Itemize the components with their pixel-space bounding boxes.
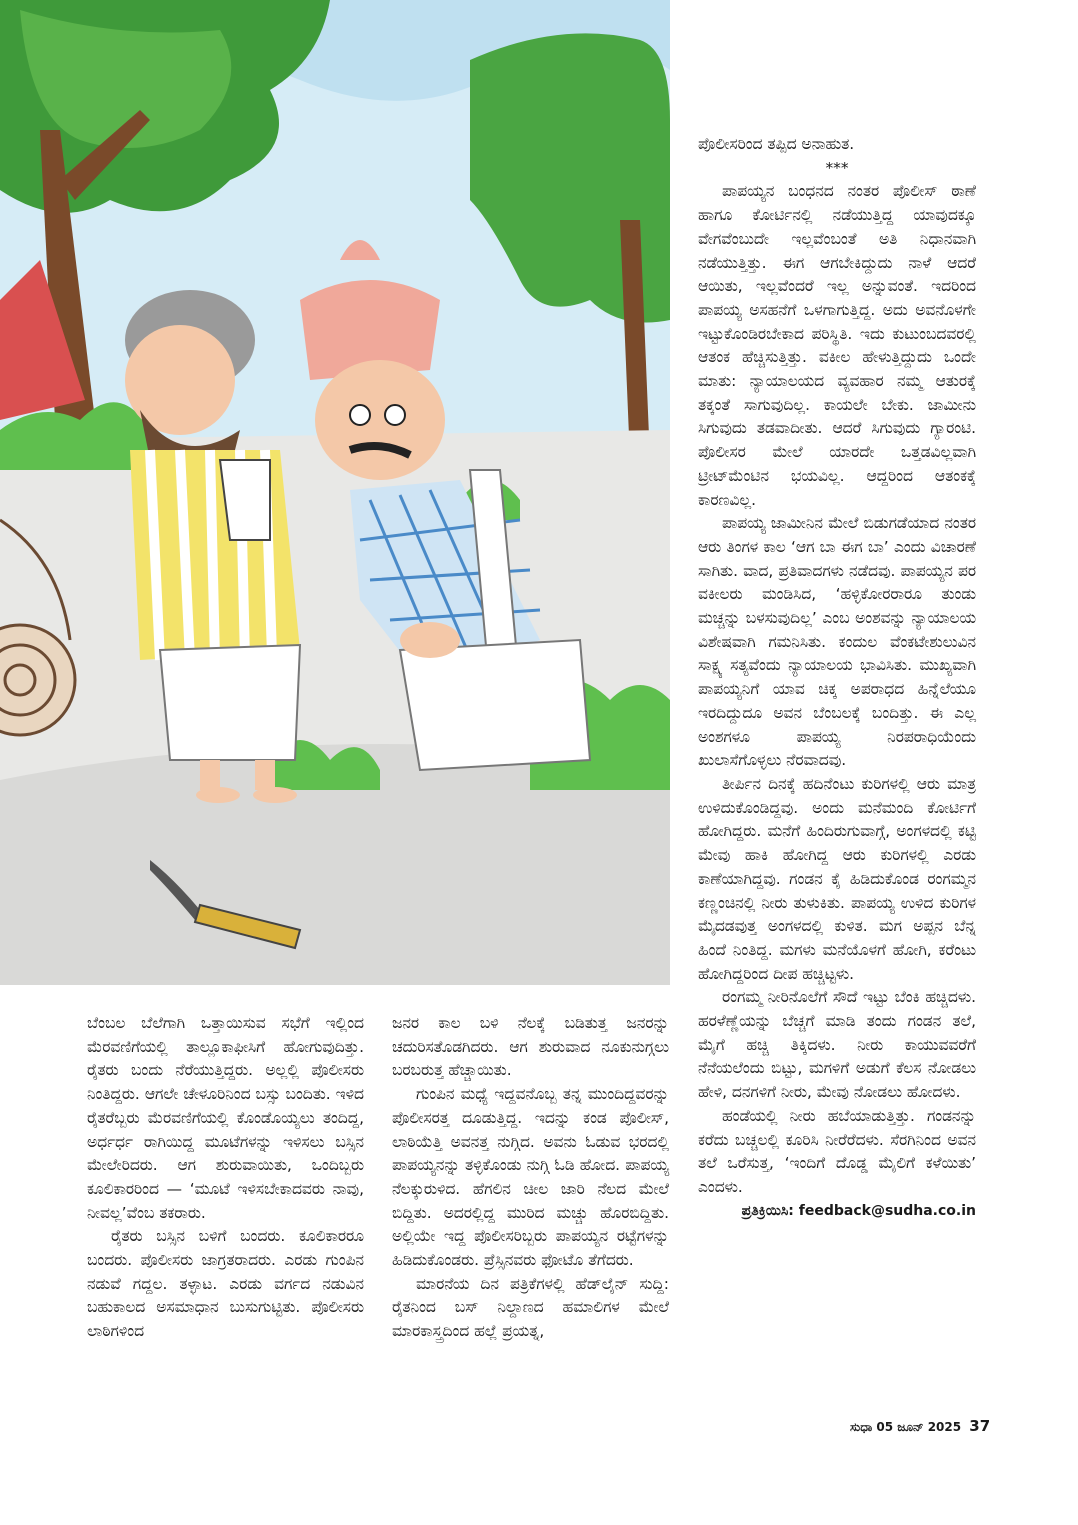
- magazine-name: ಸುಧಾ: [850, 1420, 873, 1434]
- paragraph: ಬೆಂಬಲ ಬೆಲೆಗಾಗಿ ಒತ್ತಾಯಿಸುವ ಸಭೆಗೆ ಇಲ್ಲಿಂದ ಮೆರವಣಿಗೆಯಲ್ಲಿ ತಾಲ್ಲೂಕಾಫೀಸಿಗೆ ಹೋಗುವುದಿತ್ತು. ರೈತರು ಬಂದು ನೆರೆಯುತ್ತಿದ್ದರು. ಅಲ್ಲಲ್ಲಿ ಪೊಲೀಸರು ನಿಂತಿದ್ದರು. ಆಗಲೇ ಚೇಳೂರಿನಿಂದ ಬಸ್ಸು ಬಂದಿತು. ಇಳಿದ ರೈತರೆಬ್ಬರು ಮೆರವಣಿಗೆಯಲ್ಲಿ ಕೊಂಡೊಯ್ಯಲು ತಂದಿದ್ದ, ಅರ್ಧರ್ಧ ರಾಗಿಯಿದ್ದ ಮೂಟೆಗಳನ್ನು ಇಳಿಸಲು ಬಸ್ಸಿನ ಮೇಲೇರಿದರು. ಆಗ ಶುರುವಾಯಿತು, ಒಂದಿಬ್ಬರು ಕೂಲಿಕಾರರಿಂದ — ‘ಮೂಟೆ ಇಳಿಸಬೇಕಾದವರು ನಾವು, ನೀವಲ್ಲ’ವೆಂಬ ತಕರಾರು.: [87, 1014, 364, 1222]
- paragraph: ಹಂಡೆಯಲ್ಲಿ ನೀರು ಹಬೆಯಾಡುತ್ತಿತ್ತು. ಗಂಡನನ್ನು ಕರೆದು ಬಚ್ಚಲಲ್ಲಿ ಕೂರಿಸಿ ನೀರೆರೆದಳು. ಸೆರಗಿನಿಂದ ಅವನ ತಲೆ ಒರೆಸುತ್ತ, ‘ಇಂದಿಗೆ ದೊಡ್ಡ ಮೈಲಿಗೆ ಕಳೆಯಿತು’ ಎಂದಳು.: [698, 1106, 976, 1196]
- page-footer: [850, 1417, 991, 1435]
- paragraph: ಮಾರನೆಯ ದಿನ ಪತ್ರಿಕೆಗಳಲ್ಲಿ ಹೆಡ್‌ಲೈನ್ ಸುದ್ದಿ: ರೈತನಿಂದ ಬಸ್ ನಿಲ್ದಾಣದ ಹಮಾಲಿಗಳ ಮೇಲೆ ಮಾರಕಾಸ್ತ್ರದಿಂದ ಹಲ್ಲೆ ಪ್ರಯತ್ನ,: [392, 1274, 669, 1341]
- article-column-bottom-left: [87, 1012, 364, 1344]
- section-separator: ***: [825, 158, 849, 177]
- paragraph: ಪಾಪಯ್ಯನ ಬಂಧನದ ನಂತರ ಪೊಲೀಸ್ ಠಾಣೆ ಹಾಗೂ ಕೋರ್ಟಿನಲ್ಲಿ ನಡೆಯುತ್ತಿದ್ದ ಯಾವುದಕ್ಕೂ ವೇಗವೆಂಬುದೇ ಇಲ್ಲವೆಂಬಂತೆ ಅತಿ ನಿಧಾನವಾಗಿ ನಡೆಯುತ್ತಿತ್ತು. ಈಗ ಆಗಬೇಕಿದ್ದುದು ನಾಳೆ ಆದರೆ ಆಯಿತು, ಇಲ್ಲವೆಂದರೆ ಇಲ್ಲ ಅನ್ನುವಂತೆ. ಇದರಿಂದ ಪಾಪಯ್ಯ ಅಸಹನೆಗೆ ಒಳಗಾಗುತ್ತಿದ್ದ. ಅದು ಅವನೊಳಗೇ ಇಟ್ಟುಕೊಂಡಿರಬೇಕಾದ ಪರಿಸ್ಥಿತಿ. ಇದು ಕುಟುಂಬದವರಲ್ಲಿ ಆತಂಕ ಹೆಚ್ಚಿಸುತ್ತಿತ್ತು. ವಕೀಲ ಹೇಳುತ್ತಿದ್ದುದು ಒಂದೇ ಮಾತು: ನ್ಯಾಯಾಲಯದ ವ್ಯವಹಾರ ನಮ್ಮ ಆತುರಕ್ಕೆ ತಕ್ಕಂತೆ ಸಾಗುವುದಿಲ್ಲ. ಕಾಯಲೇ ಬೇಕು. ಜಾಮೀನು ಸಿಗುವುದು ತಡವಾದೀತು. ಆದರೆ ಸಿಗುವುದು ಗ್ಯಾರಂಟಿ. ಪೊಲೀಸರ ಮೇಲೆ ಯಾರದೇ ಒತ್ತಡವಿಲ್ಲವಾಗಿ ಟ್ರೀಟ್‌ಮೆಂಟಿನ ಭಯವಿಲ್ಲ. ಆದ್ದರಿಂದ ಆತಂಕಕ್ಕೆ ಕಾರಣವಿಲ್ಲ.: [698, 182, 976, 509]
- paragraph: ತೀರ್ಪಿನ ದಿನಕ್ಕೆ ಹದಿನೆಂಟು ಕುರಿಗಳಲ್ಲಿ ಆರು ಮಾತ್ರ ಉಳಿದುಕೊಂಡಿದ್ದವು. ಅಂದು ಮನೆಮಂದಿ ಕೋರ್ಟಿಗೆ ಹೋಗಿದ್ದರು. ಮನೆಗೆ ಹಿಂದಿರುಗುವಾಗ್ಗೆ, ಅಂಗಳದಲ್ಲಿ ಕಟ್ಟಿ ಮೇವು ಹಾಕಿ ಹೋಗಿದ್ದ ಆರು ಕುರಿಗಳಲ್ಲಿ ಎರಡು ಕಾಣೆಯಾಗಿದ್ದವು. ಗಂಡನ ಕೈ ಹಿಡಿದುಕೊಂಡ ರಂಗಮ್ಮನ ಕಣ್ಣಂಚಿನಲ್ಲಿ ನೀರು ತುಳುಕಿತು. ಪಾಪಯ್ಯ ಉಳಿದ ಕುರಿಗಳ ಮೈದಡವುತ್ತ ಅಂಗಳದಲ್ಲಿ ಕುಳಿತ. ಮಗ ಅಪ್ಪನ ಬೆನ್ನ ಹಿಂದೆ ನಿಂತಿದ್ದ. ಮಗಳು ಮನೆಯೊಳಗೆ ಹೋಗಿ, ಕರೆಂಟು ಹೋಗಿದ್ದರಿಂದ ದೀಪ ಹಚ್ಚಿಟ್ಟಳು.: [698, 774, 976, 983]
- feedback-line: ಪ್ರತಿಕ್ರಿಯಿಸಿ: feedback@sudha.co.in: [741, 1202, 976, 1219]
- paragraph: ಗುಂಪಿನ ಮಧ್ಯೆ ಇದ್ದವನೊಬ್ಬ ತನ್ನ ಮುಂದಿದ್ದವರನ್ನು ಪೊಲೀಸರತ್ತ ದೂಡುತ್ತಿದ್ದ. ಇದನ್ನು ಕಂಡ ಪೊಲೀಸ್, ಲಾಠಿಯೆತ್ತಿ ಅವನತ್ತ ನುಗ್ಗಿದ. ಅವನು ಓಡುವ ಭರದಲ್ಲಿ ಪಾಪಯ್ಯನನ್ನು ತಳ್ಳಿಕೊಂಡು ನುಗ್ಗಿ ಓಡಿ ಹೋದ. ಪಾಪಯ್ಯ ನೆಲಕ್ಕುರುಳಿದ. ಹೆಗಲಿನ ಚೀಲ ಜಾರಿ ನೆಲದ ಮೇಲೆ ಬಿದ್ದಿತು. ಅದರಲ್ಲಿದ್ದ ಮುರಿದ ಮಚ್ಚು ಹೊರಬಿದ್ದಿತು. ಅಲ್ಲಿಯೇ ಇದ್ದ ಪೊಲೀಸರಿಬ್ಬರು ಪಾಪಯ್ಯನ ರಟ್ಟೆಗಳನ್ನು ಹಿಡಿದುಕೊಂಡರು. ಪ್ರೆಸ್ಸಿನವರು ಫೋಟೊ ತೆಗೆದರು.: [392, 1085, 669, 1270]
- paragraph: ಜನರ ಕಾಲ ಬಳಿ ನೆಲಕ್ಕೆ ಬಡಿತುತ್ತ ಜನರನ್ನು ಚದುರಿಸತೊಡಗಿದರು. ಆಗ ಶುರುವಾದ ನೂಕುನುಗ್ಗಲು ಬರಬರುತ್ತ ಹೆಚ್ಚಾಯಿತು.: [392, 1014, 669, 1080]
- story-illustration: [0, 0, 670, 985]
- issue-date: 05 ಜೂನ್ 2025: [876, 1420, 962, 1434]
- paragraph: ರೈತರು ಬಸ್ಸಿನ ಬಳಿಗೆ ಬಂದರು. ಕೂಲಿಕಾರರೂ ಬಂದರು. ಪೊಲೀಸರು ಜಾಗ್ರತರಾದರು. ಎರಡು ಗುಂಪಿನ ನಡುವೆ ಗದ್ದಲ. ತಳ್ಳಾಟ. ಎರಡು ವರ್ಗದ ನಡುವಿನ ಬಹುಕಾಲದ ಅಸಮಾಧಾನ ಬುಸುಗುಟ್ಟಿತು. ಪೊಲೀಸರು ಲಾಠಿಗಳಿಂದ: [87, 1227, 364, 1341]
- cartoon-two-farmers-icon: [0, 0, 670, 985]
- paragraph: ರಂಗಮ್ಮ ನೀರಿನೊಲೆಗೆ ಸೌದೆ ಇಟ್ಟು ಬೆಂಕಿ ಹಚ್ಚಿದಳು. ಹರಳೆಣ್ಣೆಯನ್ನು ಬೆಚ್ಚಗೆ ಮಾಡಿ ತಂದು ಗಂಡನ ತಲೆ, ಮೈಗೆ ಹಚ್ಚಿ ತಿಕ್ಕಿದಳು. ನೀರು ಕಾಯುವವರೆಗೆ ನೆನೆಯಲೆಂದು ಬಿಟ್ಟು, ಮಗಳಿಗೆ ಅಡುಗೆ ಕೆಲಸ ನೋಡಲು ಹೇಳಿ, ದನಗಳಿಗೆ ನೀರು, ಮೇವು ನೋಡಲು ಹೋದಳು.: [698, 988, 976, 1102]
- page-number: 37: [969, 1417, 991, 1435]
- article-column-bottom-middle: [392, 1012, 669, 1344]
- lead-line: ಪೊಲೀಸರಿಂದ ತಪ್ಪಿದ ಅನಾಹುತ.: [698, 135, 855, 153]
- article-column-right: [698, 133, 976, 1223]
- paragraph: ಪಾಪಯ್ಯ ಜಾಮೀನಿನ ಮೇಲೆ ಬಿಡುಗಡೆಯಾದ ನಂತರ ಆರು ತಿಂಗಳ ಕಾಲ ‘ಆಗ ಬಾ ಈಗ ಬಾ’ ಎಂದು ವಿಚಾರಣೆ ಸಾಗಿತು. ವಾದ, ಪ್ರತಿವಾದಗಳು ನಡೆದವು. ಪಾಪಯ್ಯನ ಪರ ವಕೀಲರು ಮಂಡಿಸಿದ, ‘ಹಳ್ಳಿಕೋರರಾರೂ ತುಂಡು ಮಚ್ಚನ್ನು ಬಳಸುವುದಿಲ್ಲ’ ಎಂಬ ಅಂಶವನ್ನು ನ್ಯಾಯಾಲಯ ವಿಶೇಷವಾಗಿ ಗಮನಿಸಿತು. ಕಂದುಲ ವೆಂಕಟೇಶುಲುವಿನ ಸಾಕ್ಷ್ಯ ಸತ್ಯವೆಂದು ನ್ಯಾಯಾಲಯ ಭಾವಿಸಿತು. ಮುಖ್ಯವಾಗಿ ಪಾಪಯ್ಯನಿಗೆ ಯಾವ ಚಿಕ್ಕ ಅಪರಾಧದ ಹಿನ್ನೆಲೆಯೂ ಇರದಿದ್ದುದೂ ಅವನ ಬೆಂಬಲಕ್ಕೆ ಬಂದಿತ್ತು. ಈ ಎಲ್ಲ ಅಂಶಗಳೂ ಪಾಪಯ್ಯ ನಿರಪರಾಧಿಯೆಂದು ಖುಲಾಸೆಗೊಳ್ಳಲು ನೆರವಾದವು.: [698, 514, 976, 770]
